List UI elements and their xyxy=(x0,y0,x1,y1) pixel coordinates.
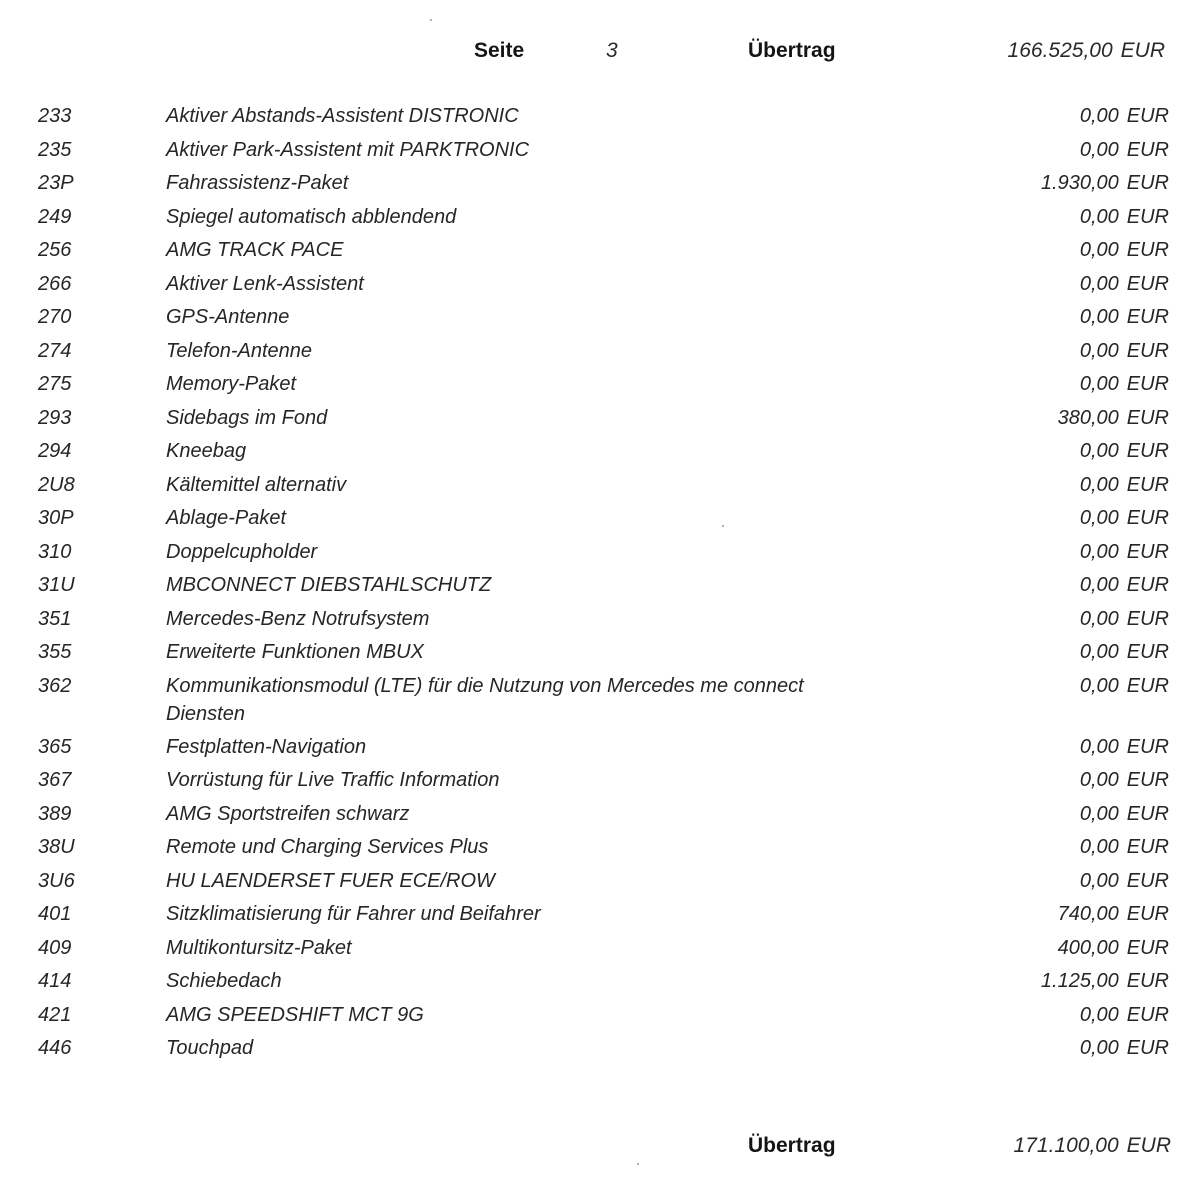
option-price-currency: EUR xyxy=(1126,339,1169,362)
option-list xyxy=(0,102,1201,1068)
option-price-value: 0,00 xyxy=(1079,769,1119,791)
option-price xyxy=(1080,471,1169,499)
list-item xyxy=(0,504,1201,538)
option-code: 270 xyxy=(38,306,72,328)
scan-speck xyxy=(430,19,432,21)
option-price xyxy=(1080,538,1169,566)
option-price xyxy=(1080,370,1169,398)
option-price-value: 0,00 xyxy=(1079,607,1119,630)
option-price xyxy=(1058,404,1169,432)
option-price-currency: EUR xyxy=(1126,306,1169,328)
option-description: Sitzklimatisierung für Fahrer und Beifahrer xyxy=(166,903,541,925)
list-item xyxy=(0,967,1201,1001)
option-price xyxy=(1080,236,1169,264)
list-item xyxy=(0,766,1201,800)
option-price-currency: EUR xyxy=(1126,903,1169,925)
option-description: Mercedes-Benz Notrufsystem xyxy=(166,607,430,630)
option-price-value: 0,00 xyxy=(1079,306,1119,328)
option-price-currency: EUR xyxy=(1126,735,1169,758)
list-item xyxy=(0,370,1201,404)
option-price-value: 0,00 xyxy=(1079,507,1119,529)
option-price xyxy=(1080,571,1169,599)
option-description: Sidebags im Fond xyxy=(166,406,328,429)
option-price-currency: EUR xyxy=(1126,970,1169,992)
list-item xyxy=(0,538,1201,572)
option-description: Kneebag xyxy=(166,440,247,462)
list-item xyxy=(0,867,1201,901)
option-code: 293 xyxy=(38,406,72,429)
scan-speck xyxy=(722,525,724,527)
option-code: 30P xyxy=(38,507,74,529)
option-code: 421 xyxy=(38,1003,72,1026)
list-item xyxy=(0,437,1201,471)
list-item xyxy=(0,1001,1201,1035)
option-code: 367 xyxy=(38,769,72,791)
page-label: Seite xyxy=(474,39,525,62)
option-code: 233 xyxy=(38,105,72,127)
list-item xyxy=(0,270,1201,304)
list-item xyxy=(0,337,1201,371)
option-price-currency: EUR xyxy=(1126,239,1169,261)
option-code: 266 xyxy=(38,272,72,295)
option-description: Aktiver Lenk-Assistent xyxy=(166,272,364,295)
option-code: 414 xyxy=(38,970,72,992)
footer-carry-over-currency: EUR xyxy=(1126,1134,1171,1157)
option-price-value: 0,00 xyxy=(1079,836,1119,858)
carry-over-amount xyxy=(1008,38,1165,64)
option-price xyxy=(1080,800,1169,828)
option-price xyxy=(1080,1034,1169,1062)
option-code: 310 xyxy=(38,540,72,563)
option-description: Doppelcupholder xyxy=(166,540,318,563)
option-description: HU LAENDERSET FUER ECE/ROW xyxy=(166,869,495,892)
list-item xyxy=(0,471,1201,505)
option-code: 362 xyxy=(38,674,72,697)
option-price-value: 0,00 xyxy=(1079,138,1119,161)
option-price-value: 0,00 xyxy=(1079,802,1119,825)
list-item xyxy=(0,934,1201,968)
option-price-value: 1.125,00 xyxy=(1040,970,1119,992)
option-price-currency: EUR xyxy=(1126,574,1169,596)
list-item xyxy=(0,203,1201,237)
option-price xyxy=(1080,102,1169,130)
option-price xyxy=(1058,934,1169,962)
option-description: Ablage-Paket xyxy=(166,507,287,529)
option-code: 294 xyxy=(38,440,72,462)
option-description: AMG Sportstreifen schwarz xyxy=(166,802,410,825)
page-number: 3 xyxy=(606,39,618,62)
option-price-currency: EUR xyxy=(1126,105,1169,127)
option-price-currency: EUR xyxy=(1126,406,1169,429)
option-code: 365 xyxy=(38,735,72,758)
option-price-value: 380,00 xyxy=(1057,406,1119,429)
carry-over-value: 166.525,00 xyxy=(1007,39,1113,62)
option-description: Memory-Paket xyxy=(166,373,297,395)
option-code: 38U xyxy=(38,836,75,858)
option-code: 275 xyxy=(38,373,72,395)
footer-carry-over-label: Übertrag xyxy=(748,1134,836,1157)
option-description: Vorrüstung für Live Traffic Information xyxy=(166,769,500,791)
option-price-currency: EUR xyxy=(1126,836,1169,858)
option-code: 3U6 xyxy=(38,869,75,892)
option-price-currency: EUR xyxy=(1126,674,1169,697)
list-item xyxy=(0,404,1201,438)
option-description: Telefon-Antenne xyxy=(166,339,313,362)
option-price-value: 0,00 xyxy=(1079,105,1119,127)
option-price-value: 0,00 xyxy=(1079,239,1119,261)
option-description: Schiebedach xyxy=(166,970,282,992)
option-price-value: 0,00 xyxy=(1079,869,1119,892)
option-price-value: 0,00 xyxy=(1079,272,1119,295)
option-code: 355 xyxy=(38,641,72,663)
footer-carry-over-amount xyxy=(1014,1133,1171,1159)
option-price xyxy=(1080,867,1169,895)
option-price xyxy=(1080,1001,1169,1029)
option-price xyxy=(1080,303,1169,331)
option-description: Kältemittel alternativ xyxy=(166,473,347,496)
option-price-value: 0,00 xyxy=(1079,339,1119,362)
option-description: GPS-Antenne xyxy=(166,306,290,328)
option-price-currency: EUR xyxy=(1126,802,1169,825)
option-code: 256 xyxy=(38,239,72,261)
option-price-value: 0,00 xyxy=(1079,473,1119,496)
option-price xyxy=(1080,136,1169,164)
list-item xyxy=(0,672,1201,733)
option-price-currency: EUR xyxy=(1126,205,1169,228)
option-price xyxy=(1041,169,1169,197)
option-description: MBCONNECT DIEBSTAHLSCHUTZ xyxy=(166,574,492,596)
option-price-value: 0,00 xyxy=(1079,440,1119,462)
option-code: 389 xyxy=(38,802,72,825)
option-price-currency: EUR xyxy=(1126,138,1169,161)
option-code: 31U xyxy=(38,574,75,596)
option-price-value: 0,00 xyxy=(1079,674,1119,697)
option-price-currency: EUR xyxy=(1126,373,1169,395)
carry-over-label: Übertrag xyxy=(748,39,836,62)
option-price xyxy=(1080,638,1169,666)
option-code: 409 xyxy=(38,936,72,959)
option-price-currency: EUR xyxy=(1126,869,1169,892)
option-price-value: 400,00 xyxy=(1057,936,1119,959)
option-price xyxy=(1080,270,1169,298)
option-description: AMG TRACK PACE xyxy=(166,239,344,261)
option-price xyxy=(1080,733,1169,761)
option-description: Aktiver Park-Assistent mit PARKTRONIC xyxy=(166,138,530,161)
option-description: Aktiver Abstands-Assistent DISTRONIC xyxy=(166,105,519,127)
list-item xyxy=(0,102,1201,136)
option-price-currency: EUR xyxy=(1126,1003,1169,1026)
option-price-currency: EUR xyxy=(1126,440,1169,462)
option-price-currency: EUR xyxy=(1126,507,1169,529)
option-description: AMG SPEEDSHIFT MCT 9G xyxy=(166,1003,424,1026)
option-price xyxy=(1080,437,1169,465)
option-price-currency: EUR xyxy=(1126,1037,1169,1059)
option-price-value: 1.930,00 xyxy=(1040,172,1119,194)
option-code: 274 xyxy=(38,339,72,362)
option-description: Fahrassistenz-Paket xyxy=(166,172,349,194)
list-item xyxy=(0,833,1201,867)
list-item xyxy=(0,236,1201,270)
option-code: 2U8 xyxy=(38,473,75,496)
option-description: Erweiterte Funktionen MBUX xyxy=(166,641,424,663)
option-code: 249 xyxy=(38,205,72,228)
option-description: Multikontursitz-Paket xyxy=(166,936,352,959)
option-price-currency: EUR xyxy=(1126,936,1169,959)
option-price-value: 0,00 xyxy=(1079,641,1119,663)
option-price-value: 0,00 xyxy=(1079,373,1119,395)
scan-speck xyxy=(637,1163,639,1165)
option-price-value: 740,00 xyxy=(1057,903,1119,925)
option-price xyxy=(1080,337,1169,365)
list-item xyxy=(0,605,1201,639)
option-price xyxy=(1080,504,1169,532)
option-price xyxy=(1080,833,1169,861)
option-price-value: 0,00 xyxy=(1079,205,1119,228)
list-item xyxy=(0,169,1201,203)
option-price xyxy=(1080,605,1169,633)
list-item xyxy=(0,303,1201,337)
option-price xyxy=(1080,672,1169,700)
option-price-value: 0,00 xyxy=(1079,574,1119,596)
option-price xyxy=(1080,203,1169,231)
option-code: 401 xyxy=(38,903,72,925)
option-price-value: 0,00 xyxy=(1079,540,1119,563)
footer-carry-over-value: 171.100,00 xyxy=(1013,1134,1119,1157)
list-item xyxy=(0,800,1201,834)
option-price-currency: EUR xyxy=(1126,473,1169,496)
option-price xyxy=(1041,967,1169,995)
list-item xyxy=(0,900,1201,934)
option-description: Spiegel automatisch abblendend xyxy=(166,205,457,228)
option-code: 23P xyxy=(38,172,74,194)
option-price-currency: EUR xyxy=(1126,641,1169,663)
option-code: 235 xyxy=(38,138,72,161)
option-price-value: 0,00 xyxy=(1079,1037,1119,1059)
list-item xyxy=(0,638,1201,672)
carry-over-currency: EUR xyxy=(1120,39,1165,62)
option-price-value: 0,00 xyxy=(1079,1003,1119,1026)
option-price-currency: EUR xyxy=(1126,272,1169,295)
option-code: 351 xyxy=(38,607,72,630)
option-description: Remote und Charging Services Plus xyxy=(166,836,489,858)
option-description: Festplatten-Navigation xyxy=(166,735,367,758)
option-price xyxy=(1080,766,1169,794)
option-description: Kommunikationsmodul (LTE) für die Nutzung von Mercedes me connect Diensten xyxy=(166,674,804,725)
option-price-value: 0,00 xyxy=(1079,735,1119,758)
option-price-currency: EUR xyxy=(1126,607,1169,630)
list-item xyxy=(0,733,1201,767)
list-item xyxy=(0,571,1201,605)
list-item xyxy=(0,1034,1201,1068)
option-description: Touchpad xyxy=(166,1037,254,1059)
option-price xyxy=(1058,900,1169,928)
option-price-currency: EUR xyxy=(1126,172,1169,194)
option-price-currency: EUR xyxy=(1126,540,1169,563)
option-code: 446 xyxy=(38,1037,72,1059)
list-item xyxy=(0,136,1201,170)
option-price-currency: EUR xyxy=(1126,769,1169,791)
